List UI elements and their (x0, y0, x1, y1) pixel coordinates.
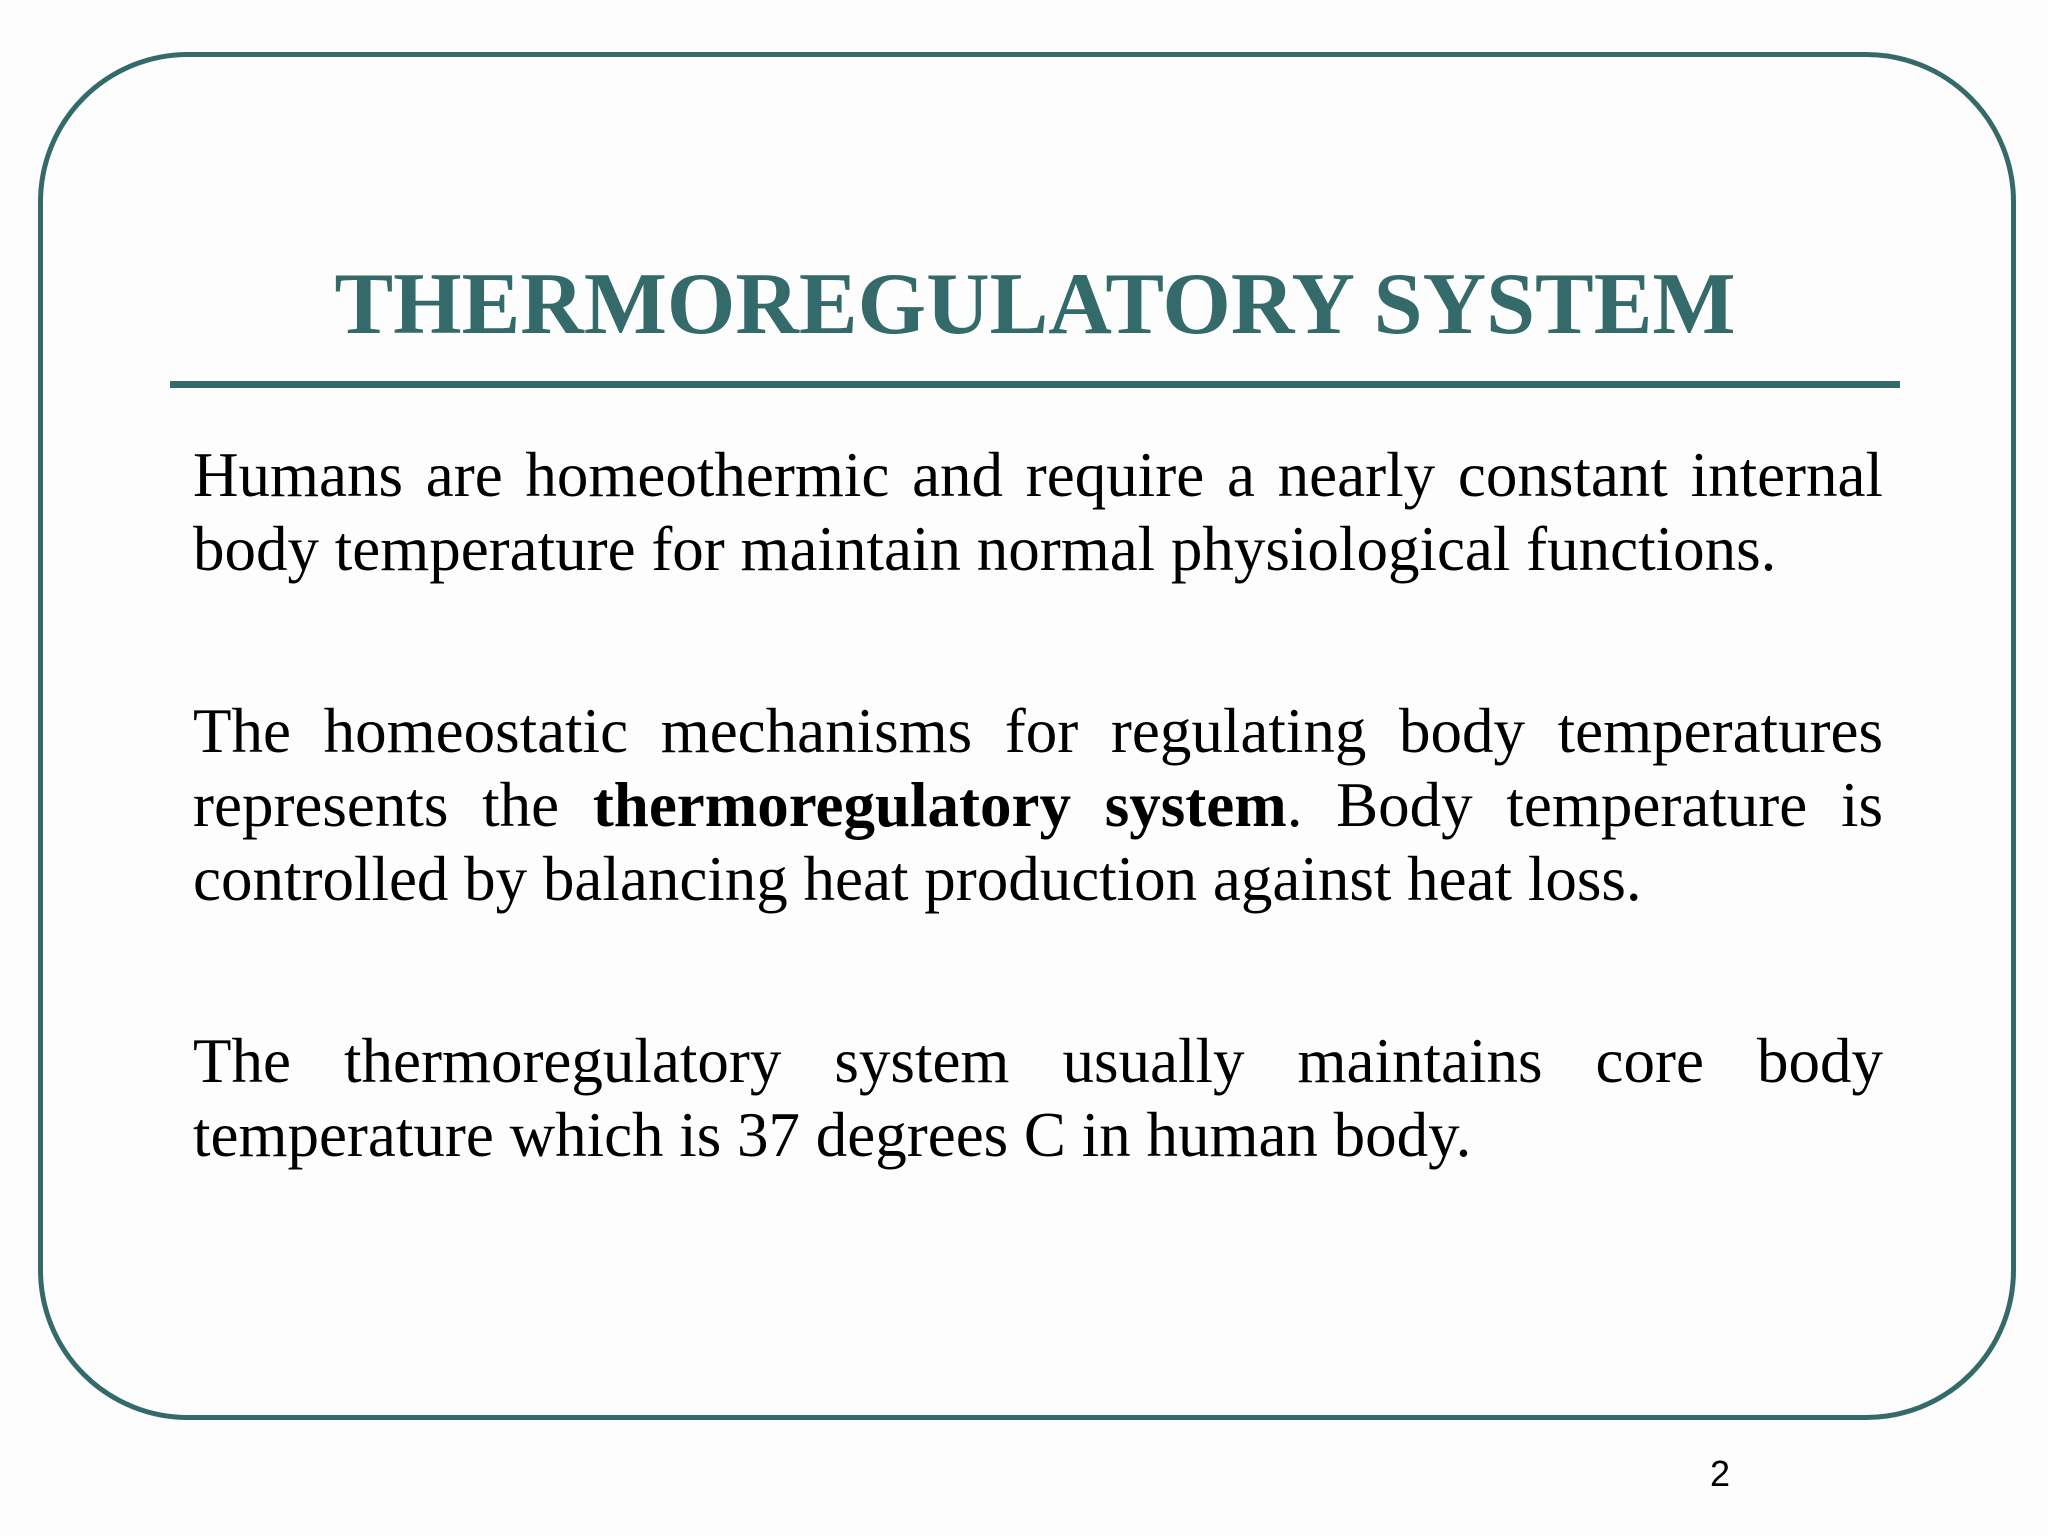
paragraph-text-before-bold: The homeostatic mechanisms for regulating body temperatures represents the (193, 696, 1883, 840)
paragraph-core-temperature: The thermoregulatory system usually maintains core body temperature which is 37 degrees C in human body. (193, 1026, 1883, 1170)
bold-term-thermoregulatory-system: thermoregulatory system (592, 770, 1287, 840)
title-underline (170, 381, 1900, 388)
paragraph-homeostatic-mechanisms (193, 694, 1883, 916)
paragraph-homeothermic: Humans are homeothermic and require a nearly constant internal body temperature for maintain normal physiological functions. (193, 440, 1883, 584)
page-number: 2 (1709, 1453, 1731, 1494)
slide-body (193, 438, 1883, 1172)
paragraph-text-after-bold: . Body temperature is controlled by balancing heat production against heat loss. (193, 770, 1883, 914)
slide-title: THERMOREGULATORY SYSTEM (334, 256, 1736, 353)
